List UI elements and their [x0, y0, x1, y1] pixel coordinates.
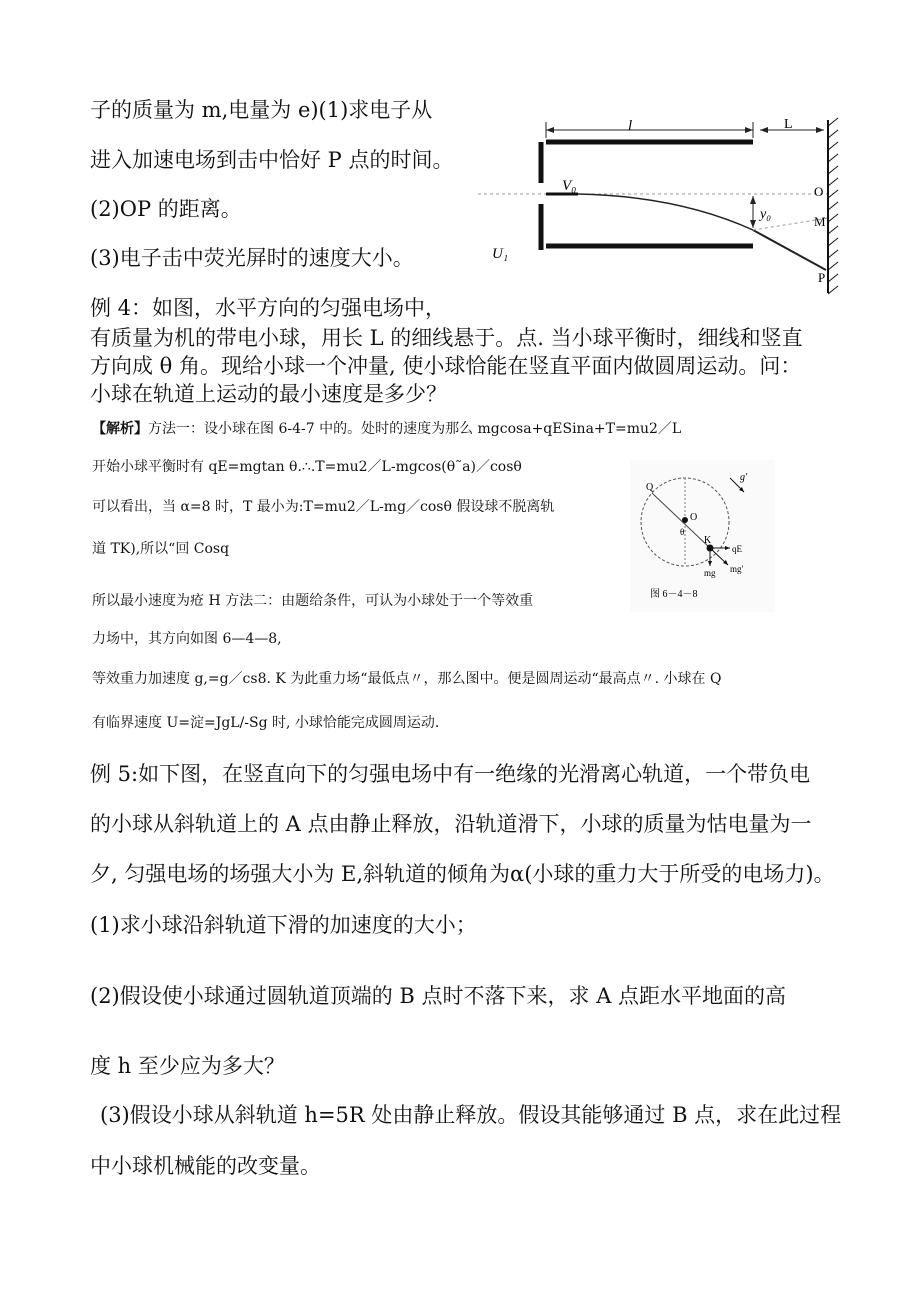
sol-line3: 可以看出，当 α=8 时，T 最小为:T=mu2／L-mg／cosθ 假设球不脱离轨 [92, 499, 555, 515]
label-M: M [814, 214, 826, 229]
ex4-line3: 方向成 θ 角。现给小球一个冲量, 使小球恰能在竖直平面内做圆周运动。问： [90, 354, 802, 378]
fig2-label-theta: θ [680, 527, 685, 537]
ex4-line4: 小球在轨道上运动的最小速度是多少？ [90, 382, 447, 406]
sol-line4: 道 TK),所以“回 Cosq [92, 541, 230, 557]
p3-line4: (3)电子击中荧光屏时的速度大小。 [90, 246, 414, 270]
label-y0: y₀ [760, 207, 772, 222]
solution-tag: 【解析】 [92, 421, 148, 437]
sol-line5: 所以最小速度为疮 H 方法二：由题给条件，可认为小球处于一个等效重 [92, 593, 534, 609]
ex5-line5: (2)假设使小球通过圆轨道顶端的 B 点时不落下来，求 A 点距水平地面的高 [90, 984, 787, 1008]
ex5-line3: 夕, 匀强电场的场强大小为 E,斜轨道的倾角为α(小球的重力大于所受的电场力)。 [90, 862, 835, 886]
fig2-label-mgp: mg′ [730, 564, 744, 574]
ex5-line2: 的小球从斜轨道上的 A 点由静止释放，沿轨道滑下，小球的质量为怙电量为一 [90, 812, 812, 836]
sol-line2: 开始小球平衡时有 qE=mgtan θ.∴.T=mu2／L-mgcos(θ˜a)／cosθ [92, 459, 522, 475]
p3-line1: 子的质量为 m,电量为 e)(1)求电子从 [90, 98, 433, 122]
sol-line1-text: 方法一：设小球在图 6-4-7 中的。处时的速度为那么 mgcosa+qESina+T=mu2／L [148, 421, 682, 437]
ex5-line1: 例 5:如下图，在竖直向下的匀强电场中有一绝缘的光滑离心轨道，一个带负电 [90, 762, 811, 786]
ex5-line8: 中小球机械能的改变量。 [90, 1154, 321, 1178]
fig2-label-O: O [690, 512, 698, 523]
label-l: l [628, 118, 633, 134]
fig2-label-mg: mg [704, 568, 716, 578]
sol-line1 [92, 418, 681, 438]
fig2-label-Q: Q [646, 482, 654, 493]
label-U1: U₁ [492, 246, 509, 262]
label-v0: V₀ [562, 178, 577, 194]
deflection-figure [478, 108, 858, 298]
fig2-caption: 图 6－4－8 [650, 589, 698, 600]
fig2-label-qE: qE [732, 544, 742, 554]
p3-line3: (2)OP 的距离。 [90, 197, 242, 221]
label-O: O [814, 184, 824, 199]
circle-figure [630, 460, 775, 612]
ex5-line4: (1)求小球沿斜轨道下滑的加速度的大小； [90, 913, 477, 937]
label-P: P [818, 270, 826, 285]
ex4-line1: 例 4：如图，水平方向的匀强电场中， [90, 296, 447, 320]
sol-line8: 有临界速度 U=淀=JgL/-Sg 时, 小球恰能完成圆周运动. [92, 715, 440, 731]
ex5-line7: (3)假设小球从斜轨道 h=5R 处由静止释放。假设其能够通过 B 点，求在此过程 [100, 1103, 842, 1127]
p3-line2: 进入加速电场到击中恰好 P 点的时间。 [90, 148, 454, 172]
fig2-label-K: K [704, 535, 712, 546]
sol-line7: 等效重力加速度 g,=g／cs8. K 为此重力场“最低点〃，那么图中。便是圆周运动“最高点〃. 小球在 Q [92, 671, 722, 687]
ex4-line2: 有质量为机的带电小球，用长 L 的细线悬于。点. 当小球平衡时，细线和竖直 [90, 326, 803, 350]
ex5-line6: 度 h 至少应为多大？ [90, 1054, 285, 1078]
sol-line6: 力场中，其方向如图 6—4—8, [92, 631, 282, 647]
label-L: L [784, 117, 793, 132]
fig2-label-gp: g′ [740, 472, 748, 483]
